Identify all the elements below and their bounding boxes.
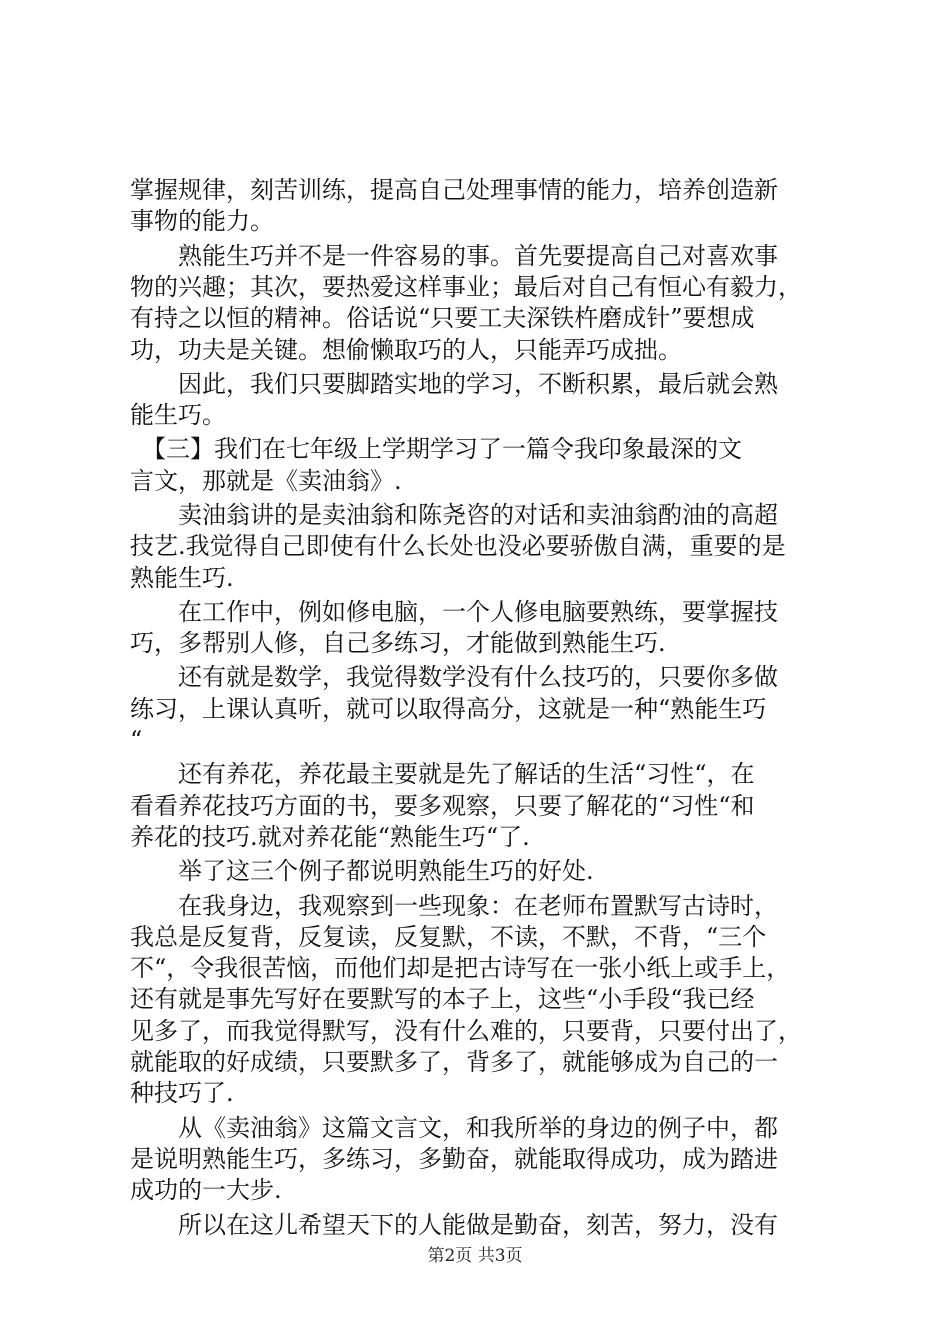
text-line: 在工作中，例如修电脑，一个人修电脑要熟练，要掌握技	[130, 598, 778, 626]
text-line: 【三】我们在七年级上学期学习了一篇令我印象最深的文	[130, 435, 742, 463]
text-line: 还有就是数学，我觉得数学没有什么技巧的，只要你多做	[130, 663, 778, 691]
text-line: 举了这三个例子都说明熟能生巧的好处.	[130, 857, 594, 885]
text-line: 不“，令我很苦恼，而他们却是把古诗写在一张小纸上或手上，	[130, 954, 791, 982]
text-line: 看看养花技巧方面的书，要多观察，只要了解花的“习性“和	[130, 792, 755, 820]
text-line: 所以在这儿希望天下的人能做是勤奋，刻苦，努力，没有	[130, 1211, 778, 1239]
text-line: “	[130, 726, 143, 754]
text-line: 卖油翁讲的是卖油翁和陈尧咨的对话和卖油翁酌油的高超	[130, 501, 778, 529]
text-line: 还有养花，养花最主要就是先了解话的生活“习性“，在	[130, 760, 755, 788]
text-line: 有持之以恒的精神。俗话说“只要工夫深铁杵磨成针”要想成	[130, 304, 755, 332]
text-line: 物的兴趣；其次，要热爱这样事业；最后对自己有恒心有毅力，	[130, 273, 802, 301]
text-line: 就能取的好成绩，只要默多了，背多了，就能够成为自己的一	[130, 1048, 778, 1076]
text-line: 见多了，而我觉得默写，没有什么难的，只要背，只要付出了，	[130, 1017, 802, 1045]
text-line: 技艺.我觉得自己即使有什么长处也没必要骄傲自满，重要的是	[130, 532, 786, 560]
text-line: 事物的能力。	[130, 207, 274, 235]
page-footer: 第2页 共3页	[427, 1246, 523, 1266]
text-line: 练习，上课认真听，就可以取得高分，这就是一种“熟能生巧	[130, 695, 767, 723]
text-line: 掌握规律，刻苦训练，提高自己处理事情的能力，培养创造新	[130, 176, 778, 204]
text-line: 从《卖油翁》这篇文言文，和我所举的身边的例子中，都	[130, 1114, 778, 1142]
text-line: 巧，多帮别人修，自己多练习，才能做到熟能生巧.	[130, 629, 666, 657]
text-line: 熟能生巧.	[130, 564, 234, 592]
text-line: 成功的一大步.	[130, 1176, 282, 1204]
text-line: 熟能生巧并不是一件容易的事。首先要提高自己对喜欢事	[130, 242, 778, 270]
text-line: 还有就是事先写好在要默写的本子上，这些“小手段“我已经	[130, 985, 755, 1013]
text-line: 在我身边，我观察到一些现象：在老师布置默写古诗时，	[130, 892, 778, 920]
text-line: 种技巧了.	[130, 1079, 234, 1107]
text-line: 功，功夫是关键。想偷懒取巧的人，只能弄巧成拙。	[130, 336, 682, 364]
text-line: 养花的技巧.就对养花能“熟能生巧“了.	[130, 823, 530, 851]
text-line: 因此，我们只要脚踏实地的学习，不断积累，最后就会熟	[130, 370, 778, 398]
text-line: 我总是反复背，反复读，反复默，不读，不默，不背，“三个	[130, 923, 767, 951]
text-line: 是说明熟能生巧，多练习，多勤奋，就能取得成功，成为踏进	[130, 1145, 778, 1173]
text-line: 言文，那就是《卖油翁》.	[130, 467, 402, 495]
text-line: 能生巧。	[130, 401, 226, 429]
